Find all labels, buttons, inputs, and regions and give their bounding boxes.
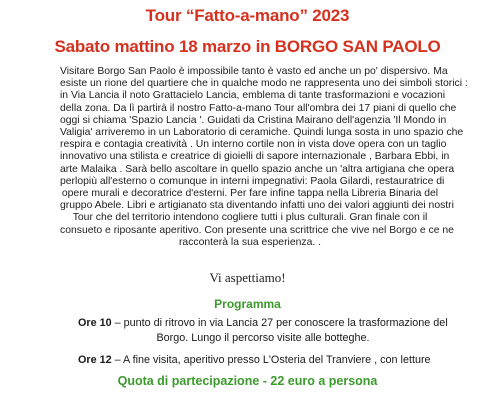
- description-line: Tour che del territorio intendono cogliere tutti i plus culturali. Gran finale con il: [72, 212, 428, 224]
- program-item-line: [78, 353, 448, 368]
- description-line: gruppo Abele. Libri e artigianato sta diventando infatti uno dei valori aggiunti dei nostri: [60, 200, 454, 212]
- participation-fee: [0, 374, 495, 388]
- program-item-line: [78, 316, 448, 331]
- description-line: in Via Lancia il noto Grattacielo Lancia, emblema di tante trasformazioni e vocazioni: [60, 90, 446, 102]
- description-line: perlopiù all'esterno o comunque in interni impegnativi: Paola Gilardi, restauratrice di: [60, 175, 445, 187]
- program-item: [78, 316, 448, 346]
- description-line: consueto e riposante aperitivo. Con presente una scrittrice che vive nel Borgo e ce ne: [60, 224, 454, 236]
- program-item-text: – punto di ritrovo in via Lancia 27 per conoscere la trasformazione del: [111, 317, 448, 329]
- program-heading: Programma: [214, 297, 281, 311]
- program-item-continuation: Borgo. Lungo il percorso visite alle botteghe.: [156, 332, 370, 344]
- description-line: respira e contagia creatività . Un interno cortile non in vista dove opera con un taglio: [60, 139, 447, 151]
- fee-amount: 22 euro a persona: [270, 374, 378, 388]
- event-date-heading: Sabato mattino 18 marzo in BORGO SAN PAOLO: [54, 37, 441, 56]
- description-line: racconterà la sua esperienza. .: [178, 236, 322, 248]
- program-item-time: Ore 10: [78, 317, 112, 329]
- greeting-text: Vi aspettiamo!: [209, 270, 286, 285]
- event-title: Tour “Fatto-a-mano” 2023: [145, 6, 350, 25]
- description-line: Visitare Borgo San Paolo è impossibile tanto è vasto ed anche un po' dispersivo. Ma: [60, 66, 448, 77]
- description-line: innovativo una stilista e creatrice di gioielli di sapore internazionale , Barbara Ebbi, in: [60, 151, 450, 163]
- description-line: della zona. Da lì partirà il nostro Fatto-a-mano Tour all'ombra dei 17 piani di quello che: [60, 102, 457, 114]
- description-line: opere murali e decoratrice d'esterni. Per fare infine tappa nella Libreria Binaria del: [61, 188, 439, 200]
- event-description: [60, 66, 468, 249]
- description-line: arte Malaika . Sarà bello ascoltare in quello spazio anche un 'altra artigiana che opera: [60, 163, 455, 175]
- description-line: oggi si chiama 'Spazio Lancia '. Guidati da Cristina Mairano dell'agenzia 'Il Mondo in: [60, 114, 447, 126]
- program-item-text: – A fine visita, aperitivo presso L'Osteria del Tranviere , con letture: [111, 354, 431, 366]
- description-line: Valigia' arriveremo in un Laboratorio di ceramiche. Quindi lunga sosta in uno spazio che: [60, 127, 464, 139]
- fee-separator: -: [259, 374, 271, 388]
- description-line: esiste un rione del quartiere che in qualche modo ne rappresenta uno dei simboli storici :: [60, 78, 468, 90]
- program-item: [78, 353, 448, 368]
- fee-label: Quota di partecipazione: [117, 374, 260, 388]
- program-item-time: Ore 12: [78, 354, 112, 366]
